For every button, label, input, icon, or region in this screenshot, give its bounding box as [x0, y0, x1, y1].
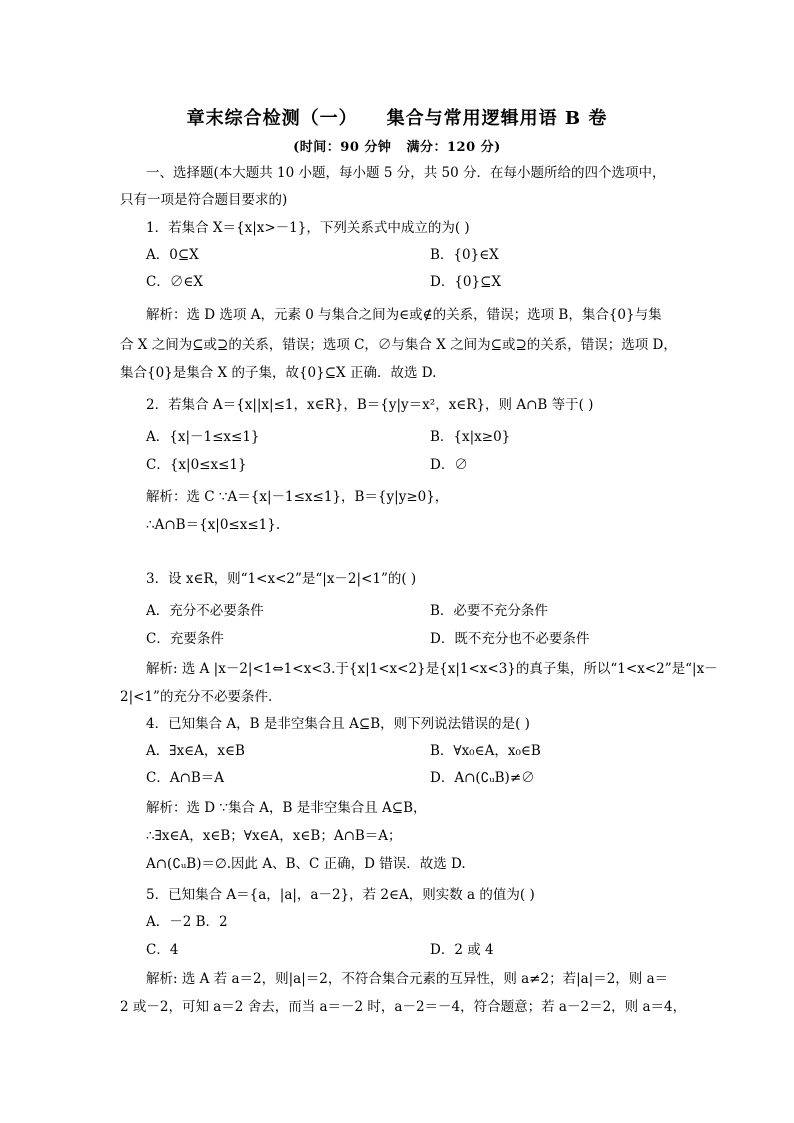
question-4-analysis-line-3: A∩(∁ᵤB)＝∅.因此 A、B、C 正确，D 错误．故选 D. [146, 856, 466, 872]
question-2-analysis-line-1: 解析：选 C ∵A＝{x|－1≤x≤1}，B＝{y|y≥0}， [146, 489, 449, 505]
question-5-stem: 5．已知集合 A＝{a，|a|，a－2}，若 2∈A，则实数 a 的值为( ) [146, 887, 535, 903]
question-5-analysis-line-2: 2 或－2，可知 a＝2 舍去，而当 a＝－2 时，a－2＝－4，符合题意；若 a－2＝2，则 a＝4， [120, 999, 687, 1015]
question-2-option-c: C．{x|0≤x≤1} [146, 457, 247, 473]
question-5-option-d: D．2 或 4 [430, 942, 494, 958]
question-1-analysis-line-3: 集合{0}是集合 X 的子集，故{0}⊆X 正确．故选 D. [120, 365, 437, 381]
question-1-analysis-line-1: 解析：选 D 选项 A，元素 0 与集合之间为∈或∉的关系，错误；选项 B，集合{0}与集 [146, 307, 662, 323]
question-1-option-c: C．∅∈X [146, 274, 203, 290]
question-4-option-b: B．∀x₀∈A，x₀∈B [430, 743, 541, 759]
question-4-analysis-line-2: ∴∃x∈A，x∈B；∀x∈A，x∈B；A∩B＝A； [146, 828, 402, 844]
question-4-analysis-line-1: 解析：选 D ∵集合 A，B 是非空集合且 A⊆B， [146, 800, 427, 816]
question-3-option-b: B．必要不充分条件 [430, 603, 548, 619]
section-intro-line-2: 只有一项是符合题目要求的) [120, 192, 288, 208]
question-2-stem: 2．若集合 A＝{x||x|≤1，x∈R}，B＝{y|y＝x²，x∈R}，则 A∩B 等于( ) [146, 397, 594, 413]
question-1-analysis-line-2: 合 X 之间为⊆或⊇的关系，错误；选项 C，∅与集合 X 之间为⊆或⊇的关系，错误；选项 D， [120, 337, 677, 353]
question-3-option-c: C．充要条件 [146, 631, 224, 647]
page-title: 章末综合检测（一） 集合与常用逻辑用语 B 卷 [186, 108, 608, 129]
question-3-option-a: A．充分不必要条件 [146, 603, 264, 619]
question-4-stem: 4．已知集合 A，B 是非空集合且 A⊆B，则下列说法错误的是( ) [146, 716, 530, 732]
question-2-option-a: A．{x|－1≤x≤1} [146, 429, 260, 445]
question-2-option-b: B．{x|x≥0} [430, 429, 511, 445]
question-5-analysis-line-1: 解析: 选 A 若 a＝2，则|a|＝2，不符合集合元素的互异性，则 a≠2；若|a|＝2，则 a＝ [146, 971, 669, 987]
section-intro-line-1: 一、选择题(本大题共 10 小题，每小题 5 分，共 50 分．在每小题所给的四个选项中， [146, 165, 666, 181]
page-subtitle: (时间：90 分钟 满分：120 分) [293, 140, 501, 155]
question-3-analysis-line-1: 解析: 选 A |x－2|<1⇔1<x<3.于{x|1<x<2}是{x|1<x<3}的真子集，所以“1<x<2”是“|x－ [146, 661, 718, 677]
question-5-option-ab: A．－2 B．2 [146, 914, 228, 930]
question-1-option-a: A．0⊆X [146, 247, 199, 263]
question-3-stem: 3．设 x∈R，则“1<x<2”是“|x－2|<1”的( ) [146, 571, 417, 587]
question-1-stem: 1．若集合 X＝{x|x>－1}，下列关系式中成立的为( ) [146, 220, 470, 236]
question-3-option-d: D．既不充分也不必要条件 [430, 631, 590, 647]
question-4-option-c: C．A∩B＝A [146, 770, 225, 786]
question-2-option-d: D．∅ [430, 457, 468, 473]
question-2-analysis-line-2: ∴A∩B＝{x|0≤x≤1}. [146, 517, 281, 533]
question-3-analysis-line-2: 2|<1”的充分不必要条件. [120, 689, 273, 705]
question-1-option-b: B．{0}∈X [430, 247, 499, 263]
question-4-option-d: D．A∩(∁ᵤB)≠∅ [430, 770, 535, 786]
question-5-option-c: C．4 [146, 942, 179, 958]
question-4-option-a: A．∃x∈A，x∈B [146, 743, 245, 759]
question-1-option-d: D．{0}⊆X [430, 274, 502, 290]
